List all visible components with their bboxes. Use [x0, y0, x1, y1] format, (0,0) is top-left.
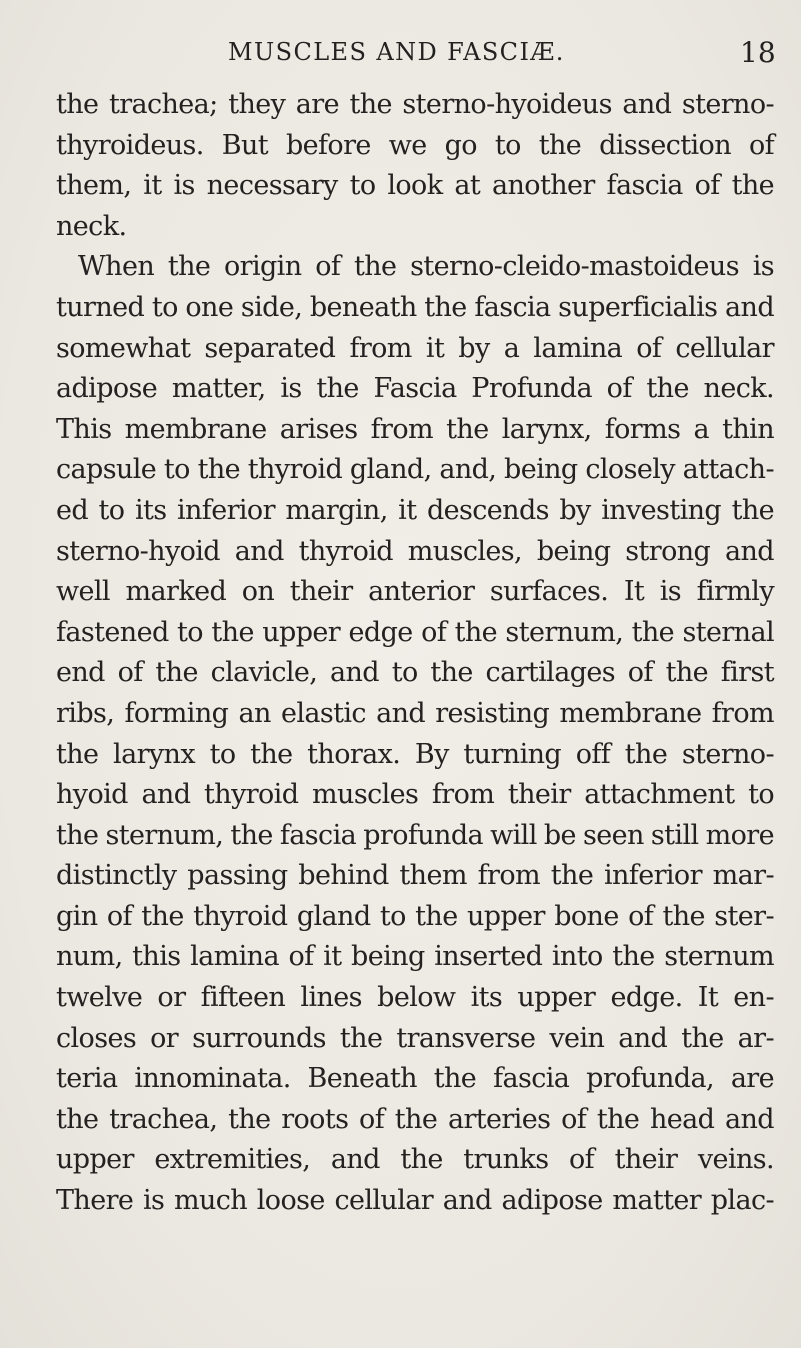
text-line: well marked on their anterior surfaces. It is firmly	[56, 576, 774, 608]
text-line: the trachea; they are the sterno-hyoideus and sterno-	[56, 89, 774, 120]
text-line: somewhat separated from it by a lamina of cellular	[56, 332, 774, 364]
text-line: end of the clavicle, and to the cartilages of the first	[56, 657, 774, 689]
text-line: the sternum, the fascia profunda will be seen still more	[56, 819, 774, 851]
text-line: teria innominata. Beneath the fascia profunda, are	[56, 1063, 774, 1095]
text-line: sterno-hyoid and thyroid muscles, being strong and	[56, 535, 774, 567]
text-line: This membrane arises from the larynx, forms a thin	[56, 413, 774, 445]
text-line: adipose matter, is the Fascia Profunda of the neck.	[56, 373, 774, 405]
text-line: thyroideus. But before we go to the dissection of	[56, 129, 774, 161]
text-line: When the origin of the sterno-cleido-mastoideus is	[78, 251, 774, 283]
text-line: neck.	[56, 210, 127, 242]
text-line: ed to its inferior margin, it descends by investing the	[56, 494, 774, 526]
text-line: ribs, forming an elastic and resisting membrane from	[56, 697, 774, 729]
running-head-title: MUSCLES AND FASCIÆ.	[228, 38, 565, 66]
text-line: twelve or fifteen lines below its upper edge. It en-	[56, 982, 774, 1014]
page-number: 18	[740, 36, 776, 69]
text-line: num, this lamina of it being inserted into the sternum	[56, 941, 774, 973]
text-line: the larynx to the thorax. By turning off the sterno-	[56, 738, 774, 770]
text-line: the trachea, the roots of the arteries of the head and	[56, 1103, 774, 1135]
text-line: capsule to the thyroid gland, and, being closely attach-	[56, 454, 774, 486]
text-line: hyoid and thyroid muscles from their attachment to	[56, 779, 774, 811]
text-line: fastened to the upper edge of the sternum, the sternal	[56, 616, 774, 648]
text-line: There is much loose cellular and adipose matter plac-	[56, 1185, 774, 1217]
body-text	[56, 85, 774, 1222]
text-line: them, it is necessary to look at another fascia of the	[56, 170, 774, 202]
text-line: distinctly passing behind them from the inferior mar-	[56, 860, 774, 892]
text-line: turned to one side, beneath the fascia superficialis and	[56, 291, 774, 323]
text-line: gin of the thyroid gland to the upper bone of the ster-	[56, 900, 774, 932]
text-line: closes or surrounds the transverse vein and the ar-	[56, 1022, 774, 1054]
text-line: upper extremities, and the trunks of their veins.	[56, 1144, 774, 1176]
